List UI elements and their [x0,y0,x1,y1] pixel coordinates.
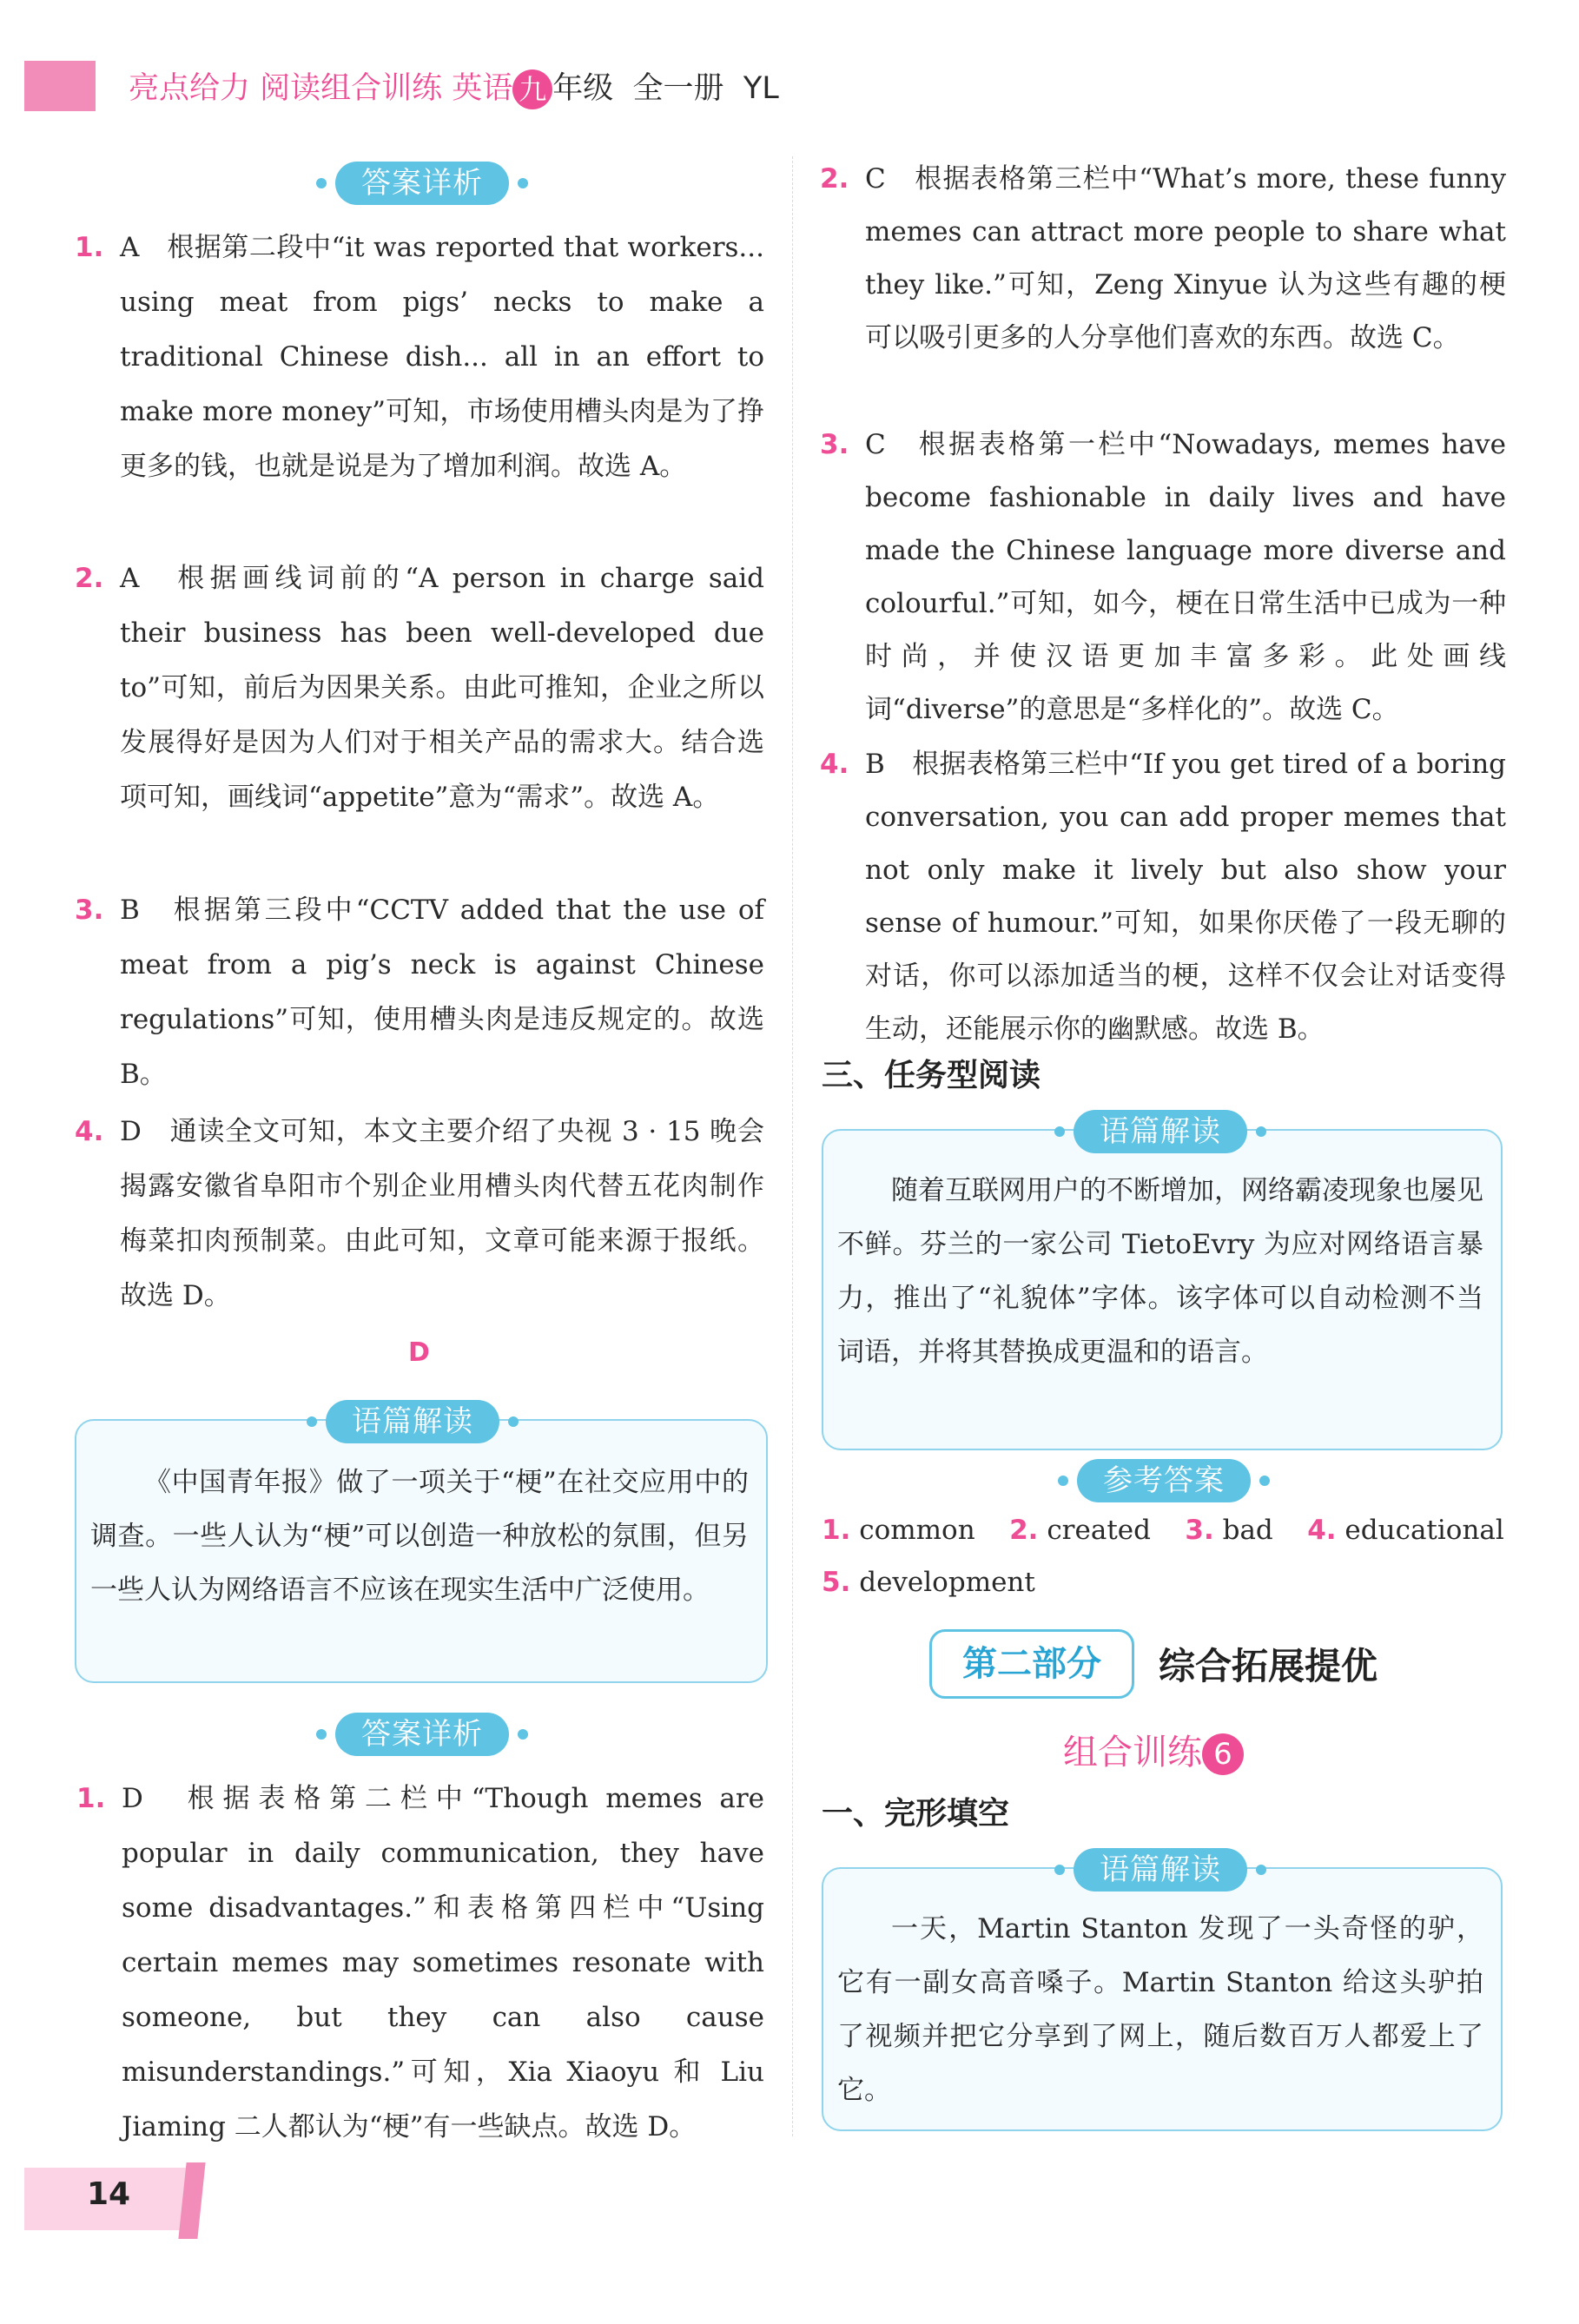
header-accent-bar [24,61,96,111]
section-title-cloze: 一、完形填空 [822,1796,1010,1832]
answer-item: 4. D 通读全文可知，本文主要介绍了央视 3 · 15 晚会揭露安徽省阜阳市个别企业用槽头肉代替五花肉制作梅菜扣肉预制菜。由此可知，文章可能来源于报纸。故选 D。 [75,1116,764,1311]
answer-item: 3. C 根据表格第一栏中“Nowadays, memes have become fashionable in daily lives and have made the Chinese language more diverse and colourful.”可知，如今，梗在日常生活中已成为一种时尚，并使汉语更加丰富多彩。此处画线词“diverse”的意思是“多样化的”。故选 C。 [820,429,1506,725]
reference-answer-pill: 参考答案 [1077,1459,1251,1502]
answer-detail-pill: 答案详析 [335,1713,509,1756]
passage-letter: D [408,1337,430,1368]
header-volume: 全一册 [632,71,724,106]
grade-badge: 九 [512,69,552,109]
part-two-title: 综合拓展提优 [1159,1645,1378,1687]
passage-summary-text: 《中国青年报》做了一项关于“梗”在社交应用中的调查。一些人认为“梗”可以创造一种放松的氛围，但另一些人认为网络语言不应该在现实生活中广泛使用。 [90,1467,749,1606]
passage-summary-pill: 语篇解读 [1074,1848,1247,1892]
header-series: 亮点给力 阅读组合训练 英语 [129,71,513,106]
section-title-task-reading: 三、任务型阅读 [822,1058,1041,1093]
group-training-title: 组合训练 6 [1063,1725,1244,1775]
header-edition: YL [743,71,779,106]
book-header [129,64,779,109]
passage-summary-pill: 语篇解读 [1074,1110,1247,1153]
page-number: 14 [87,2176,131,2212]
answer-item: 2. C 根据表格第三栏中“What’s more, these funny memes can attract more people to share what they like.”可知，Zeng Xinyue 认为这些有趣的梗可以吸引更多的人分享他们喜欢的东西。故选 C。 [820,163,1506,353]
group-number-badge: 6 [1202,1733,1244,1775]
passage-summary-pill: 语篇解读 [326,1400,499,1443]
passage-summary-text: 一天，Martin Stanton 发现了一头奇怪的驴，它有一副女高音嗓子。Martin Stanton 给这头驴拍了视频并把它分享到了网上，随后数百万人都爱上了它。 [837,1913,1483,2106]
passage-summary-text: 随着互联网用户的不断增加，网络霸凌现象也屡见不鲜。芬兰的一家公司 TietoEvry 为应对网络语言暴力，推出了“礼貌体”字体。该字体可以自动检测不当词语，并将其替换成更温和的语言。 [837,1175,1483,1368]
answer-item: 3. B 根据第三段中“CCTV added that the use of meat from a pig’s neck is against Chinese regulations”可知，使用槽头肉是违反规定的。故选 B。 [75,895,764,1090]
answer-item: 4. B 根据表格第三栏中“If you get tired of a boring conversation, you can add proper memes that not only make it lively but also show your sense of humour.”可知，如果你厌倦了一段无聊的对话，你可以添加适当的梗，这样不仅会让对话变得生动，还能展示你的幽默感。故选 B。 [820,749,1506,1045]
answer-item: 1. D 根据表格第二栏中“Though memes are popular in daily communication, they have some disadvantages.”和表格第四栏中“Using certain memes may sometimes resonate with someone, but they can also cause misunderstandings.”可知，Xia Xiaoyu 和 Liu Jiaming 二人都认为“梗”有一些缺点。故选 D。 [76,1783,764,2142]
answer-item: 1. A 根据第二段中“it was reported that workers... using meat from pigs’ necks to make a traditional Chinese dish... all in an effort to make more money”可知，市场使用槽头肉是为了挣更多的钱，也就是说是为了增加利润。故选 A。 [75,232,764,482]
header-grade: 年级 [552,71,614,106]
column-divider [792,156,793,2136]
answer-list: 1. common 2. created 3. bad 4. educational [822,1515,1504,1546]
answer-detail-pill: 答案详析 [335,162,509,205]
answer-item: 2. A 根据画线词前的“A person in charge said their business has been well-developed due to”可知，前后为因果关系。由此可推知，企业之所以发展得好是因为人们对于相关产品的需求大。结合选项可知，画线词“appetite”意为“需求”。故选 A。 [75,563,764,813]
answer-list: 5. development [822,1567,1035,1598]
part-two-badge: 第二部分 [929,1629,1134,1699]
